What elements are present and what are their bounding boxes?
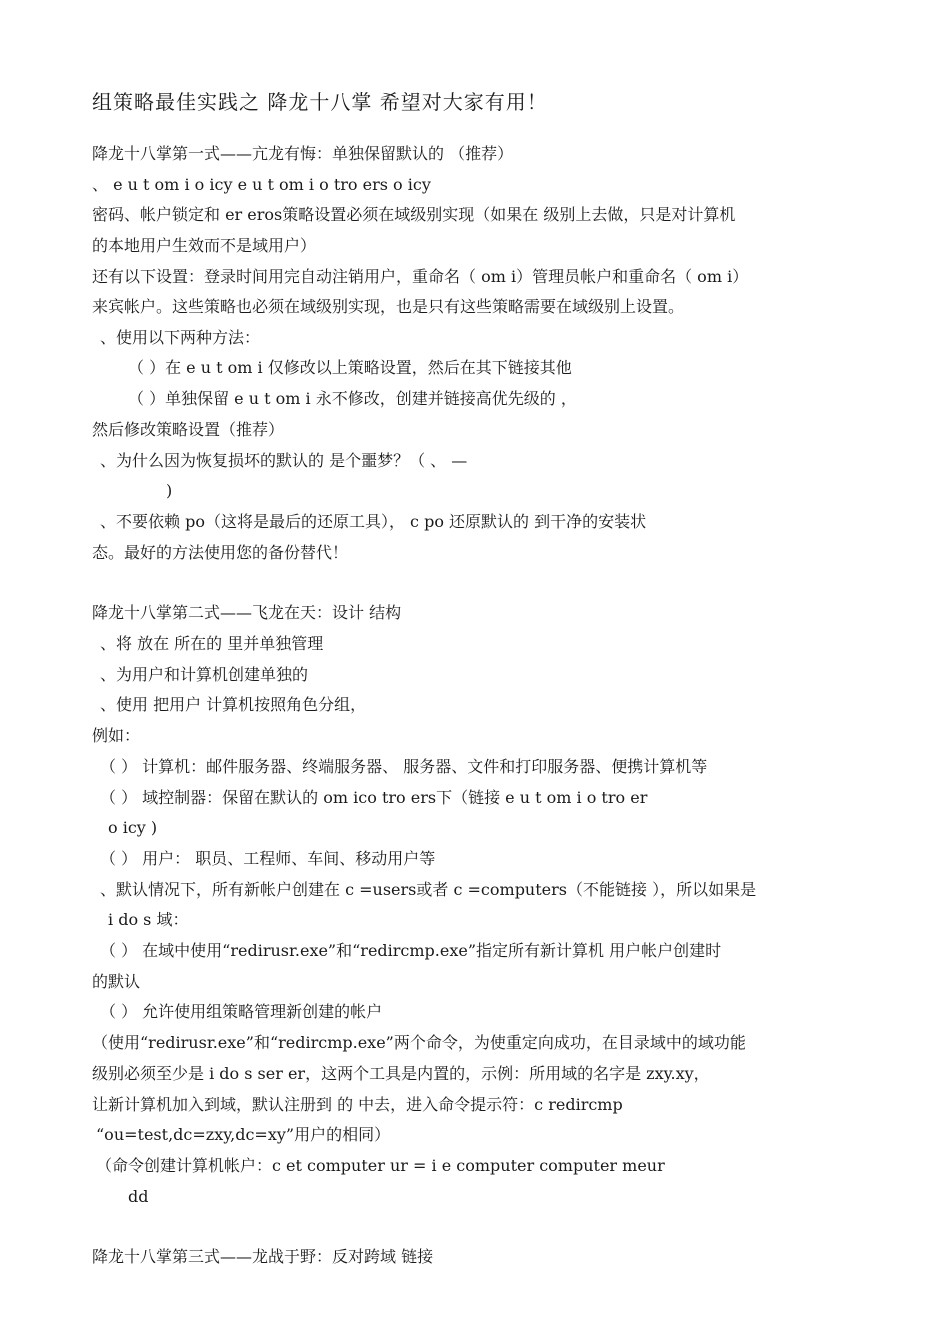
text-line: o icy )	[108, 818, 158, 837]
text-line: 让新计算机加入到域，默认注册到 的 中去，进入命令提示符：c redircmp	[92, 1095, 623, 1114]
text-line: 、使用以下两种方法：	[100, 328, 261, 347]
text-line: 、不要依赖 po（这将是最后的还原工具）， c po 还原默认的 到干净的安装状	[100, 512, 647, 531]
text-line: )	[166, 481, 173, 500]
text-line: （命令创建计算机帐户：c et computer ur = i e computer computer meur	[96, 1156, 665, 1175]
text-line: 、为用户和计算机创建单独的	[100, 665, 309, 684]
heading-second-style: 降龙十八掌第二式——飞龙在天：设计 结构	[92, 603, 402, 622]
text-line: 级别必须至少是 i do s ser er，这两个工具是内置的，示例：所用域的名字是 zxy.xy，	[92, 1064, 710, 1083]
document-title: 组策略最佳实践之 降龙十八掌 希望对大家有用！	[92, 90, 548, 114]
text-line: 然后修改策略设置（推荐）	[92, 420, 285, 439]
heading-first-style: 降龙十八掌第一式——亢龙有悔：单独保留默认的 （推荐）	[92, 144, 514, 163]
text-line: （ ） 在域中使用“redirusr.exe”和“redircmp.exe”指定所有新计算机 用户帐户创建时	[100, 941, 722, 960]
text-line: （ ）单独保留 e u t om i 永不修改，创建并链接高优先级的 ，	[128, 389, 577, 408]
text-line: 的默认	[92, 972, 141, 991]
text-line: 、为什么因为恢复损坏的默认的 是个噩梦？（ 、 —	[100, 451, 468, 470]
text-line: （ ） 域控制器：保留在默认的 om ico tro ers下（链接 e u t om i o tro er	[100, 788, 648, 807]
text-line: （ ） 计算机：邮件服务器、终端服务器、 服务器、文件和打印服务器、便携计算机等	[100, 757, 708, 776]
text-line: 例如：	[92, 726, 141, 745]
text-line: （使用“redirusr.exe”和“redircmp.exe”两个命令，为使重定向成功，在目录域中的域功能	[92, 1033, 746, 1052]
text-line: （ ） 允许使用组策略管理新创建的帐户	[100, 1002, 383, 1021]
text-line: （ ） 用户： 职员、工程师、车间、移动用户等	[100, 849, 436, 868]
text-line: 的本地用户生效而不是域用户）	[92, 236, 317, 255]
text-line: 、将 放在 所在的 里并单独管理	[100, 634, 324, 653]
text-line: 、 e u t om i o icy e u t om i o tro ers o icy	[92, 175, 431, 194]
text-line: 密码、帐户锁定和 er eros策略设置必须在域级别实现（如果在 级别上去做，只是对计算机	[92, 205, 736, 224]
text-line: “ou=test,dc=zxy,dc=xy”用户的相同）	[96, 1125, 391, 1144]
text-line: 、使用 把用户 计算机按照角色分组，	[100, 695, 367, 714]
text-line: 态。最好的方法使用您的备份替代！	[92, 543, 349, 562]
text-line: 、默认情况下，所有新帐户创建在 c =users或者 c =computers（不能链接 ），所以如果是	[100, 880, 757, 899]
text-line: 还有以下设置：登录时间用完自动注销用户，重命名（ om i）管理员帐户和重命名（ om i）	[92, 267, 749, 286]
text-line: dd	[128, 1187, 149, 1206]
text-line: （ ）在 e u t om i 仅修改以上策略设置，然后在其下链接其他	[128, 358, 572, 377]
text-line: i do s 域：	[108, 910, 189, 929]
text-line: 来宾帐户。这些策略也必须在域级别实现，也是只有这些策略需要在域级别上设置。	[92, 297, 685, 316]
heading-third-style: 降龙十八掌第三式——龙战于野：反对跨域 链接	[92, 1247, 434, 1266]
